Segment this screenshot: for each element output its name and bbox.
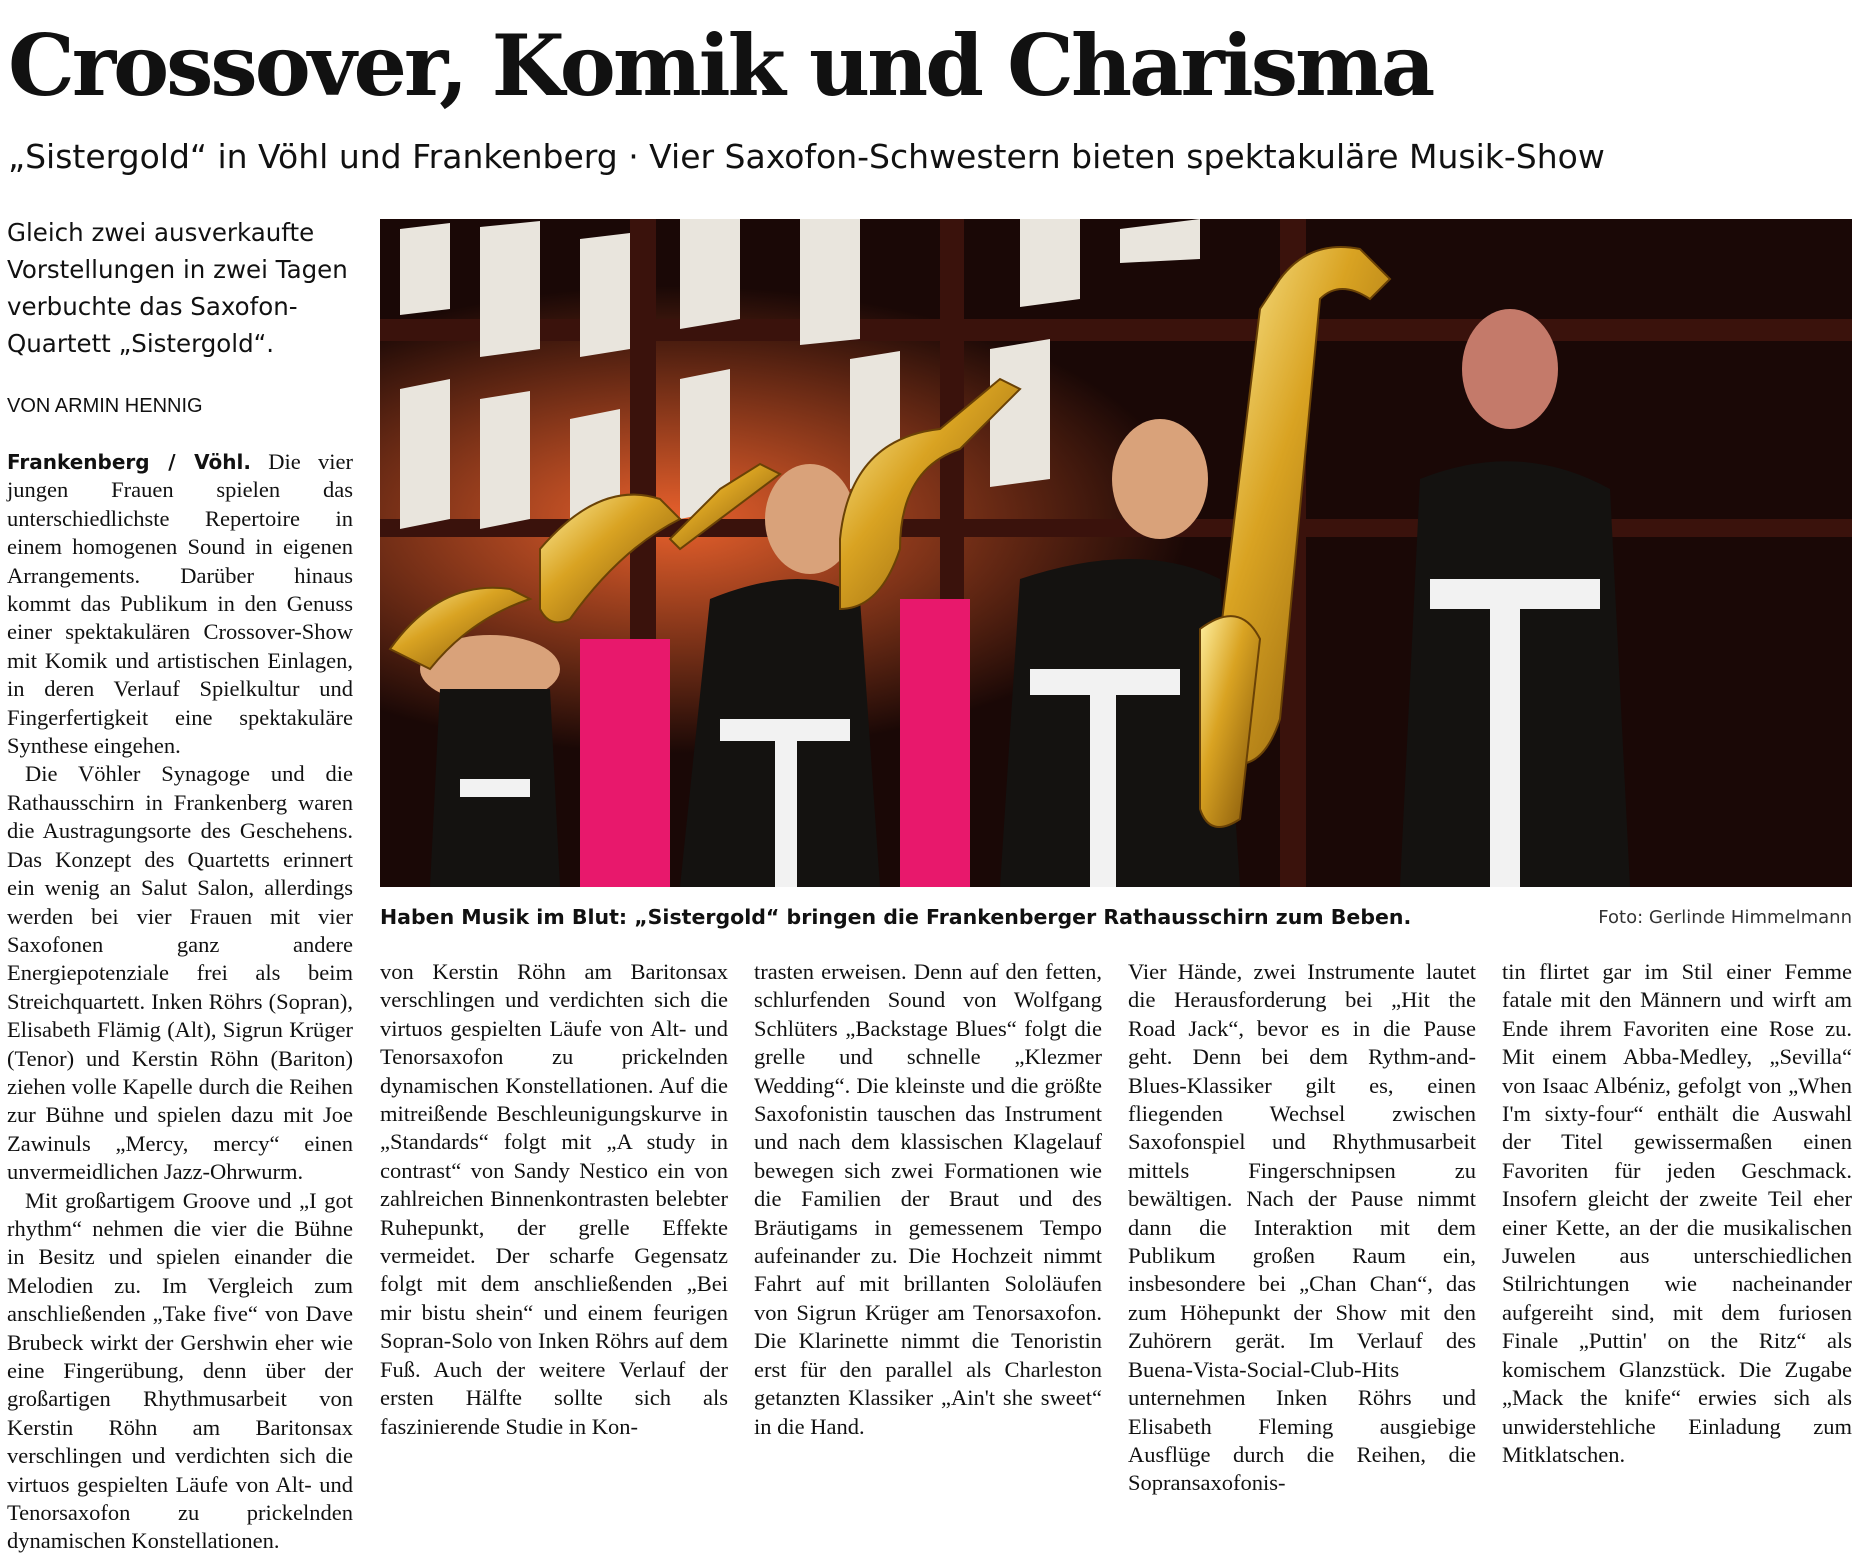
article-column-1 [7, 448, 353, 1554]
subheadline: „Sistergold“ in Vöhl und Frankenberg · Vier Saxofon-Schwestern bieten spektakuläre Musik-Show [8, 137, 1605, 176]
paragraph-1-text: Die vier jungen Frauen spielen das unterschiedlichste Repertoire in einem homogenen Sound in eigenen Arrangements. Darüber hinaus kommt das Publikum in den Genuss einer spektakulären Crossover-Show mit Komik und artistischen Einlagen, in deren Verlauf Spielkultur und Fingerfertigkeit eine spektakuläre Synthese eingehen. [7, 449, 353, 759]
article-column-2 [380, 958, 728, 1538]
article-column-3 [754, 958, 1102, 1538]
photo-credit: Foto: Gerlinde Himmelmann [1598, 907, 1852, 928]
paragraph-1 [7, 448, 353, 760]
dateline: Frankenberg / Vöhl. [7, 450, 251, 474]
lead-paragraph: Gleich zwei ausverkaufte Vorstellungen in zwei Tagen verbuchte das Saxofon-Quartett „Sistergold“. [7, 218, 348, 358]
article-column-4 [1128, 958, 1476, 1538]
concert-photo [380, 219, 1852, 887]
headline: Crossover, Komik und Charisma [8, 16, 1433, 115]
column-5-text: tin flirtet gar im Stil einer Femme fatale mit den Männern und wirft am Ende ihrem Favoriten eine Rose zu. Mit einem Abba-Medley, „Sevilla“ von Isaac Albéniz, gefolgt von „When I'm sixty-four“ enthält die Auswahl der Titel gewissermaßen einen Favoriten für jeden Geschmack. Insofern gleicht der zweite Teil eher einer Kette, an der die musikalischen Juwelen aus unterschiedlichen Stilrichtungen wie nacheinander aufgereiht sind, mit dem furiosen Finale „Puttin' on the Ritz“ als komischem Glanzstück. Die Zugabe „Mack the knife“ erwies sich als unwiderstehliche Einladung zum Mitklatschen. [1502, 959, 1852, 1467]
photo-caption: Haben Musik im Blut: „Sistergold“ bringen die Frankenberger Rathausschirn zum Beben. [380, 905, 1412, 929]
column-3-text: trasten erweisen. Denn auf den fetten, schlurfenden Sound von Wolfgang Schlüters „Backstage Blues“ folgt die grelle und schnelle „Klezmer Wedding“. Die kleinste und die größte Saxofonistin tauschen das Instrument und nach dem klassischen Klagelauf bewegen sich zwei Formationen wie die Familien der Braut und des Bräutigams in gemessenem Tempo aufeinander zu. Die Hochzeit nimmt Fahrt auf mit brillanten Sololäufen von Sigrun Krüger am Tenorsaxofon. Die Klarinette nimmt die Tenoristin erst für den parallel als Charleston getanzten Klassiker „Ain't she sweet“ in die Hand. [754, 959, 1102, 1439]
article-column-5 [1502, 958, 1852, 1538]
column-4-text: Vier Hände, zwei Instrumente lautet die Herausforderung bei „Hit the Road Jack“, bevor es in die Pause geht. Denn bei dem Rythm-and-Blues-Klassiker gilt es, einen fliegenden Wechsel zwischen Saxofonspiel und Rhythmusarbeit mittels Fingerschnipsen zu bewältigen. Nach der Pause nimmt dann die Interaktion mit dem Publikum großen Raum ein, insbesondere bei „Chan Chan“, das zum Höhepunkt der Show mit den Zuhörern gerät. Im Verlauf des Buena-Vista-Social-Club-Hits unternehmen Inken Röhrs und Elisabeth Fleming ausgiebige Ausflüge durch die Reihen, die Sopransaxofonis- [1128, 959, 1476, 1496]
saxophone-quartet-illustration [380, 219, 1852, 887]
paragraph-3-start: Mit großartigem Groove und „I got rhythm“ nehmen die vier die Bühne in Besitz und spielen einander die Melodien zu. Im Vergleich zum anschließenden „Take five“ von Dave Brubeck wirkt der Gershwin eher wie eine Fingerübung, denn über der großartigen Rhythmusarbeit von Kerstin Röhn am Baritonsax verschlingen und verdichten sich die virtuos gespielten Läufe von Alt- und Tenorsaxofon zu prickelnden dynamischen Konstellationen. [7, 1187, 353, 1554]
paragraph-2: Die Vöhler Synagoge und die Rathausschirn in Frankenberg waren die Austragungsorte des Geschehens. Das Konzept des Quartetts erinnert ein wenig an Salut Salon, allerdings werden bei vier Frauen mit vier Saxofonen ganz andere Energiepotenziale frei als beim Streichquartett. Inken Röhrs (Sopran), Elisabeth Flämig (Alt), Sigrun Krüger (Tenor) und Kerstin Röhn (Bariton) ziehen volle Kapelle durch die Reihen zur Bühne und spielen dazu mit Joe Zawinuls „Mercy, mercy“ einen unvermeidlichen Jazz-Ohrwurm. [7, 761, 353, 1185]
byline: VON ARMIN HENNIG [7, 395, 203, 417]
column-2-text: von Kerstin Röhn am Baritonsax verschlingen und verdichten sich die virtuos gespielten Läufe von Alt- und Tenorsaxofon zu prickelnden dynamischen Konstellationen. Auf die mitreißende Beschleunigungskurve in „Standards“ folgt mit „A study in contrast“ von Sandy Nestico ein von zahlreichen Binnenkontrasten belebter Ruhepunkt, der grelle Effekte vermeidet. Der scharfe Gegensatz folgt mit dem anschließenden „Bei mir bistu shein“ und einem feurigen Sopran-Solo von Inken Röhrs auf dem Fuß. Auch der weitere Verlauf der ersten Hälfte sollte sich als faszinierende Studie in Kon- [380, 959, 728, 1439]
